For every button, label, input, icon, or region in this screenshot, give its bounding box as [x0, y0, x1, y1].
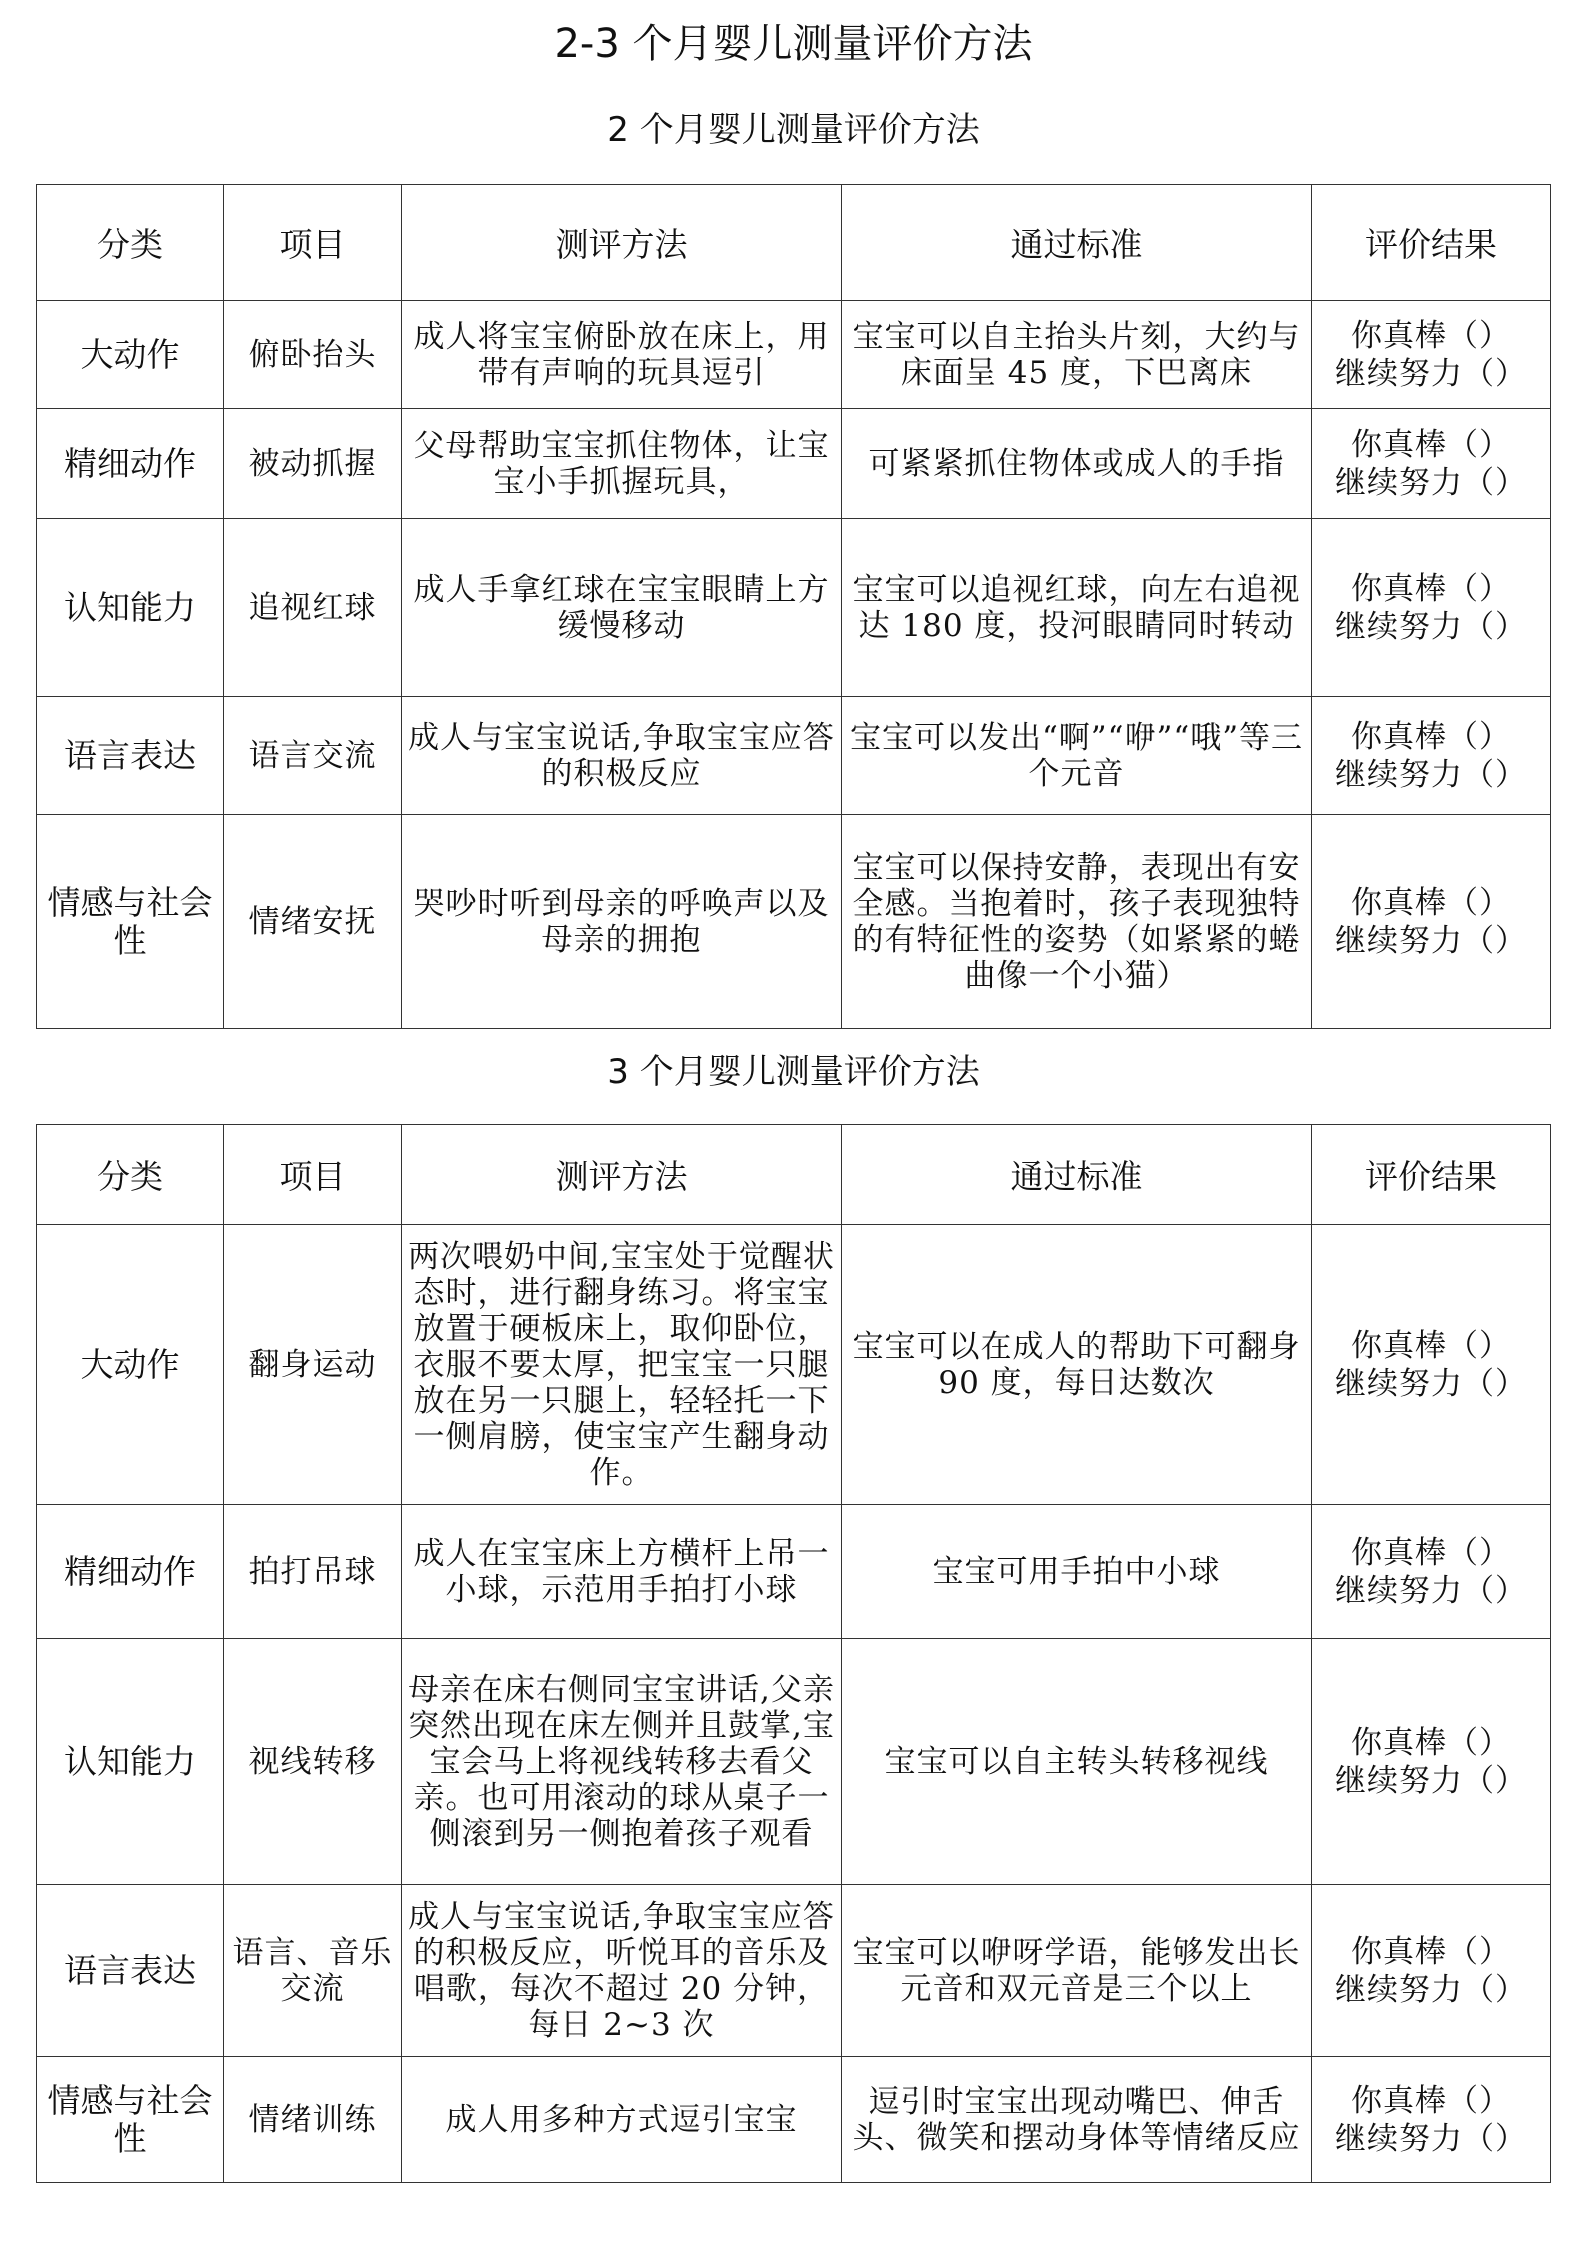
document-title: 2-3 个月婴儿测量评价方法 — [554, 21, 1033, 67]
result-keep-label: 继续努力（） — [1335, 1365, 1527, 1402]
result-keep-label: 继续努力（） — [1335, 2120, 1527, 2157]
result-keep-label: 继续努力（） — [1335, 608, 1527, 645]
table-row — [37, 1225, 1551, 1505]
result-good-label: 你真棒（） — [1351, 1327, 1511, 1364]
row-item: 情绪训练 — [224, 2057, 402, 2183]
result-good-label: 你真棒（） — [1351, 570, 1511, 607]
row-method: 成人用多种方式逗引宝宝 — [402, 2057, 842, 2183]
table-header-row — [37, 185, 1551, 301]
row-category: 语言表达 — [37, 1885, 224, 2057]
header-method: 测评方法 — [402, 185, 842, 301]
row-result — [1312, 2057, 1551, 2183]
row-standard: 宝宝可以在成人的帮助下可翻身 90 度，每日达数次 — [842, 1225, 1312, 1505]
row-result — [1312, 815, 1551, 1029]
row-item: 追视红球 — [224, 519, 402, 697]
result-good-label: 你真棒（） — [1351, 317, 1511, 354]
table-row — [37, 2057, 1551, 2183]
row-method: 成人将宝宝俯卧放在床上，用带有声响的玩具逗引 — [402, 301, 842, 409]
table-row — [37, 697, 1551, 815]
header-item: 项目 — [224, 185, 402, 301]
row-result — [1312, 1639, 1551, 1885]
table-row — [37, 815, 1551, 1029]
header-item: 项目 — [224, 1125, 402, 1225]
row-result — [1312, 1505, 1551, 1639]
result-keep-label: 继续努力（） — [1335, 1572, 1527, 1609]
table-3-month — [36, 1124, 1551, 2183]
row-method: 成人与宝宝说话,争取宝宝应答的积极反应，听悦耳的音乐及唱歌，每次不超过 20 分钟，每日 2~3 次 — [402, 1885, 842, 2057]
result-good-label: 你真棒（） — [1351, 884, 1511, 921]
row-standard: 宝宝可以自主抬头片刻，大约与床面呈 45 度，下巴离床 — [842, 301, 1312, 409]
table-row — [37, 1639, 1551, 1885]
row-method: 两次喂奶中间,宝宝处于觉醒状态时，进行翻身练习。将宝宝放置于硬板床上，取仰卧位，衣服不要太厚，把宝宝一只腿放在另一只腿上，轻轻托一下一侧肩膀，使宝宝产生翻身动作。 — [402, 1225, 842, 1505]
header-method: 测评方法 — [402, 1125, 842, 1225]
result-good-label: 你真棒（） — [1351, 426, 1511, 463]
row-standard: 逗引时宝宝出现动嘴巴、伸舌头、微笑和摆动身体等情绪反应 — [842, 2057, 1312, 2183]
header-category: 分类 — [37, 1125, 224, 1225]
row-method: 父母帮助宝宝抓住物体，让宝宝小手抓握玩具， — [402, 409, 842, 519]
row-category: 情感与社会性 — [37, 815, 224, 1029]
row-item: 情绪安抚 — [224, 815, 402, 1029]
row-item: 被动抓握 — [224, 409, 402, 519]
header-standard: 通过标准 — [842, 1125, 1312, 1225]
result-keep-label: 继续努力（） — [1335, 1762, 1527, 1799]
result-keep-label: 继续努力（） — [1335, 1971, 1527, 2008]
row-category: 精细动作 — [37, 1505, 224, 1639]
result-good-label: 你真棒（） — [1351, 1933, 1511, 1970]
result-keep-label: 继续努力（） — [1335, 922, 1527, 959]
result-keep-label: 继续努力（） — [1335, 756, 1527, 793]
table-row — [37, 409, 1551, 519]
header-standard: 通过标准 — [842, 185, 1312, 301]
header-result: 评价结果 — [1312, 1125, 1551, 1225]
header-category: 分类 — [37, 185, 224, 301]
row-standard: 宝宝可以追视红球，向左右追视达 180 度，投河眼睛同时转动 — [842, 519, 1312, 697]
row-item: 语言交流 — [224, 697, 402, 815]
header-result: 评价结果 — [1312, 185, 1551, 301]
result-good-label: 你真棒（） — [1351, 1534, 1511, 1571]
table-row — [37, 519, 1551, 697]
row-standard: 宝宝可以发出“啊”“咿”“哦”等三个元音 — [842, 697, 1312, 815]
row-category: 大动作 — [37, 301, 224, 409]
result-good-label: 你真棒（） — [1351, 718, 1511, 755]
row-item: 视线转移 — [224, 1639, 402, 1885]
table-row — [37, 301, 1551, 409]
row-item: 拍打吊球 — [224, 1505, 402, 1639]
row-method: 哭吵时听到母亲的呼唤声以及母亲的拥抱 — [402, 815, 842, 1029]
row-category: 大动作 — [37, 1225, 224, 1505]
table-row — [37, 1505, 1551, 1639]
result-good-label: 你真棒（） — [1351, 2082, 1511, 2119]
row-category: 精细动作 — [37, 409, 224, 519]
table-header-row — [37, 1125, 1551, 1225]
row-method: 成人与宝宝说话,争取宝宝应答的积极反应 — [402, 697, 842, 815]
row-method: 母亲在床右侧同宝宝讲话,父亲突然出现在床左侧并且鼓掌,宝宝会马上将视线转移去看父亲。也可用滚动的球从桌子一侧滚到另一侧抱着孩子观看 — [402, 1639, 842, 1885]
row-item: 翻身运动 — [224, 1225, 402, 1505]
row-result — [1312, 697, 1551, 815]
section-title-3-month: 3 个月婴儿测量评价方法 — [607, 1052, 980, 1092]
table-row — [37, 1885, 1551, 2057]
row-method: 成人在宝宝床上方横杆上吊一小球，示范用手拍打小球 — [402, 1505, 842, 1639]
row-method: 成人手拿红球在宝宝眼睛上方缓慢移动 — [402, 519, 842, 697]
row-category: 情感与社会性 — [37, 2057, 224, 2183]
row-standard: 宝宝可用手拍中小球 — [842, 1505, 1312, 1639]
row-standard: 宝宝可以保持安静，表现出有安全感。当抱着时，孩子表现独特的有特征性的姿势（如紧紧的蜷曲像一个小猫） — [842, 815, 1312, 1029]
row-standard: 宝宝可以咿呀学语，能够发出长元音和双元音是三个以上 — [842, 1885, 1312, 2057]
result-good-label: 你真棒（） — [1351, 1724, 1511, 1761]
row-result — [1312, 301, 1551, 409]
result-keep-label: 继续努力（） — [1335, 464, 1527, 501]
row-category: 认知能力 — [37, 1639, 224, 1885]
row-result — [1312, 1885, 1551, 2057]
row-category: 认知能力 — [37, 519, 224, 697]
row-standard: 宝宝可以自主转头转移视线 — [842, 1639, 1312, 1885]
row-result — [1312, 1225, 1551, 1505]
row-item: 俯卧抬头 — [224, 301, 402, 409]
row-item: 语言、音乐交流 — [224, 1885, 402, 2057]
row-result — [1312, 409, 1551, 519]
section-title-2-month: 2 个月婴儿测量评价方法 — [607, 110, 980, 150]
row-category: 语言表达 — [37, 697, 224, 815]
result-keep-label: 继续努力（） — [1335, 355, 1527, 392]
table-2-month — [36, 184, 1551, 1029]
row-result — [1312, 519, 1551, 697]
row-standard: 可紧紧抓住物体或成人的手指 — [842, 409, 1312, 519]
